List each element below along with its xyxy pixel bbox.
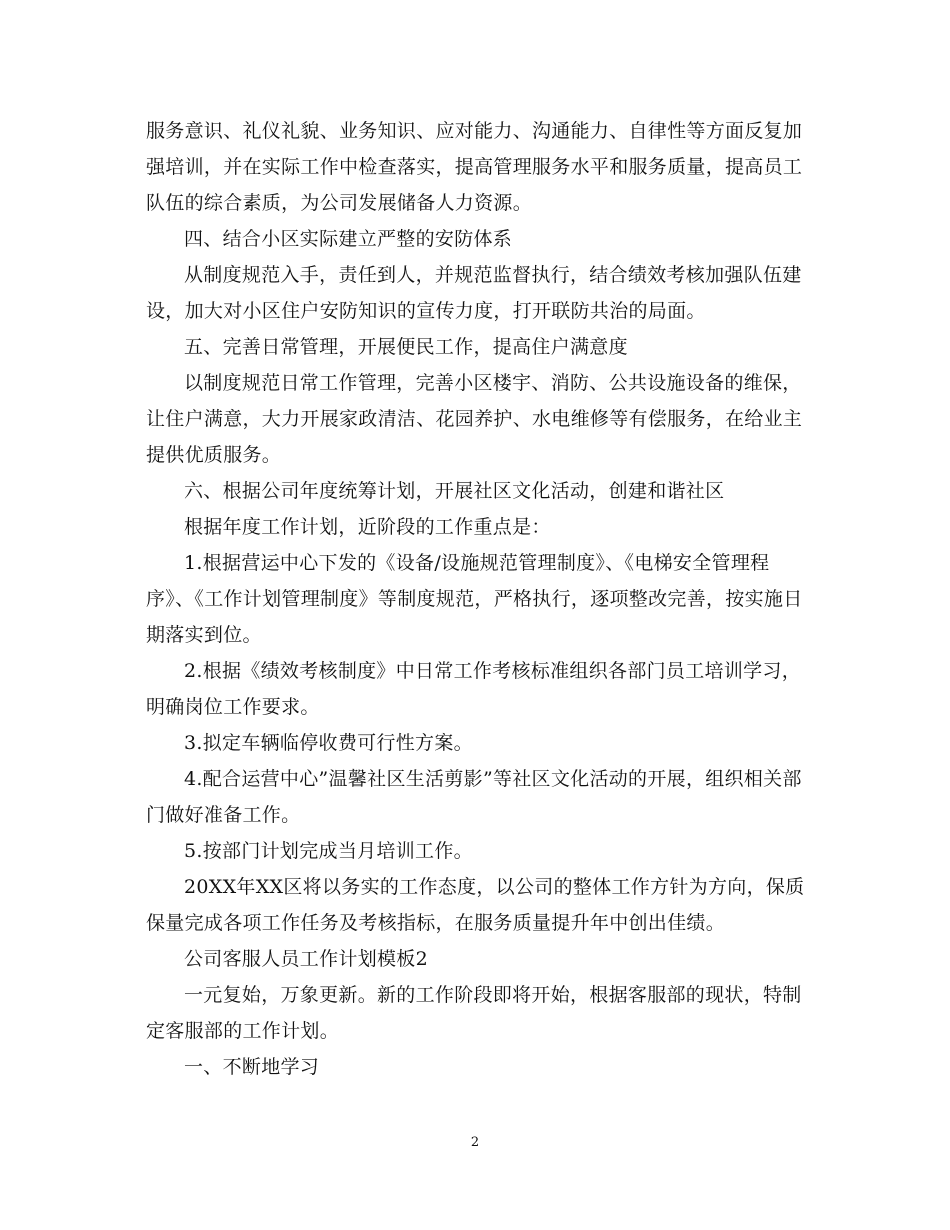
paragraph: 四、结合小区实际建立严整的安防体系 [184, 228, 513, 250]
paragraph: 2.根据《绩效考核制度》中日常工作考核标准组织各部门员工培训学习，明确岗位工作要求。 [146, 660, 802, 718]
paragraph: 一、不断地学习 [184, 1056, 320, 1078]
paragraph: 5.按部门计划完成当月培训工作。 [184, 840, 473, 862]
paragraph: 一元复始，万象更新。新的工作阶段即将开始，根据客服部的现状，特制定客服部的工作计划。 [146, 984, 802, 1042]
paragraph: 4.配合运营中心”温馨社区生活剪影”等社区文化活动的开展，组织相关部门做好准备工作。 [146, 768, 802, 826]
paragraph: 五、完善日常管理，开展便民工作，提高住户满意度 [184, 336, 628, 358]
paragraph: 20XX年XX区将以务实的工作态度，以公司的整体工作方针为方向，保质保量完成各项工作任务及考核指标，在服务质量提升年中创出佳绩。 [146, 876, 805, 934]
paragraph: 3.拟定车辆临停收费可行性方案。 [184, 732, 473, 754]
page-number: 2 [470, 1135, 480, 1150]
paragraph: 1.根据营运中心下发的《设备/设施规范管理制度》、《电梯安全管理程序》、《工作计划管理制度》等制度规范，严格执行，逐项整改完善，按实施日期落实到位。 [146, 552, 803, 646]
paragraph: 以制度规范日常工作管理，完善小区楼宇、消防、公共设施设备的维保，让住户满意，大力开展家政清洁、花园养护、水电维修等有偿服务，在给业主提供优质服务。 [146, 372, 803, 466]
paragraph: 服务意识、礼仪礼貌、业务知识、应对能力、沟通能力、自律性等方面反复加强培训，并在实际工作中检查落实，提高管理服务水平和服务质量，提高员工队伍的综合素质，为公司发展储备人力资源。 [146, 120, 803, 214]
paragraph: 六、根据公司年度统筹计划，开展社区文化活动，创建和谐社区 [184, 480, 725, 502]
paragraph: 从制度规范入手，责任到人，并规范监督执行，结合绩效考核加强队伍建设，加大对小区住户安防知识的宣传力度，打开联防共治的局面。 [146, 264, 802, 322]
document-body [146, 113, 806, 1085]
paragraph: 公司客服人员工作计划模板2 [184, 948, 428, 970]
paragraph: 根据年度工作计划，近阶段的工作重点是： [184, 516, 551, 538]
